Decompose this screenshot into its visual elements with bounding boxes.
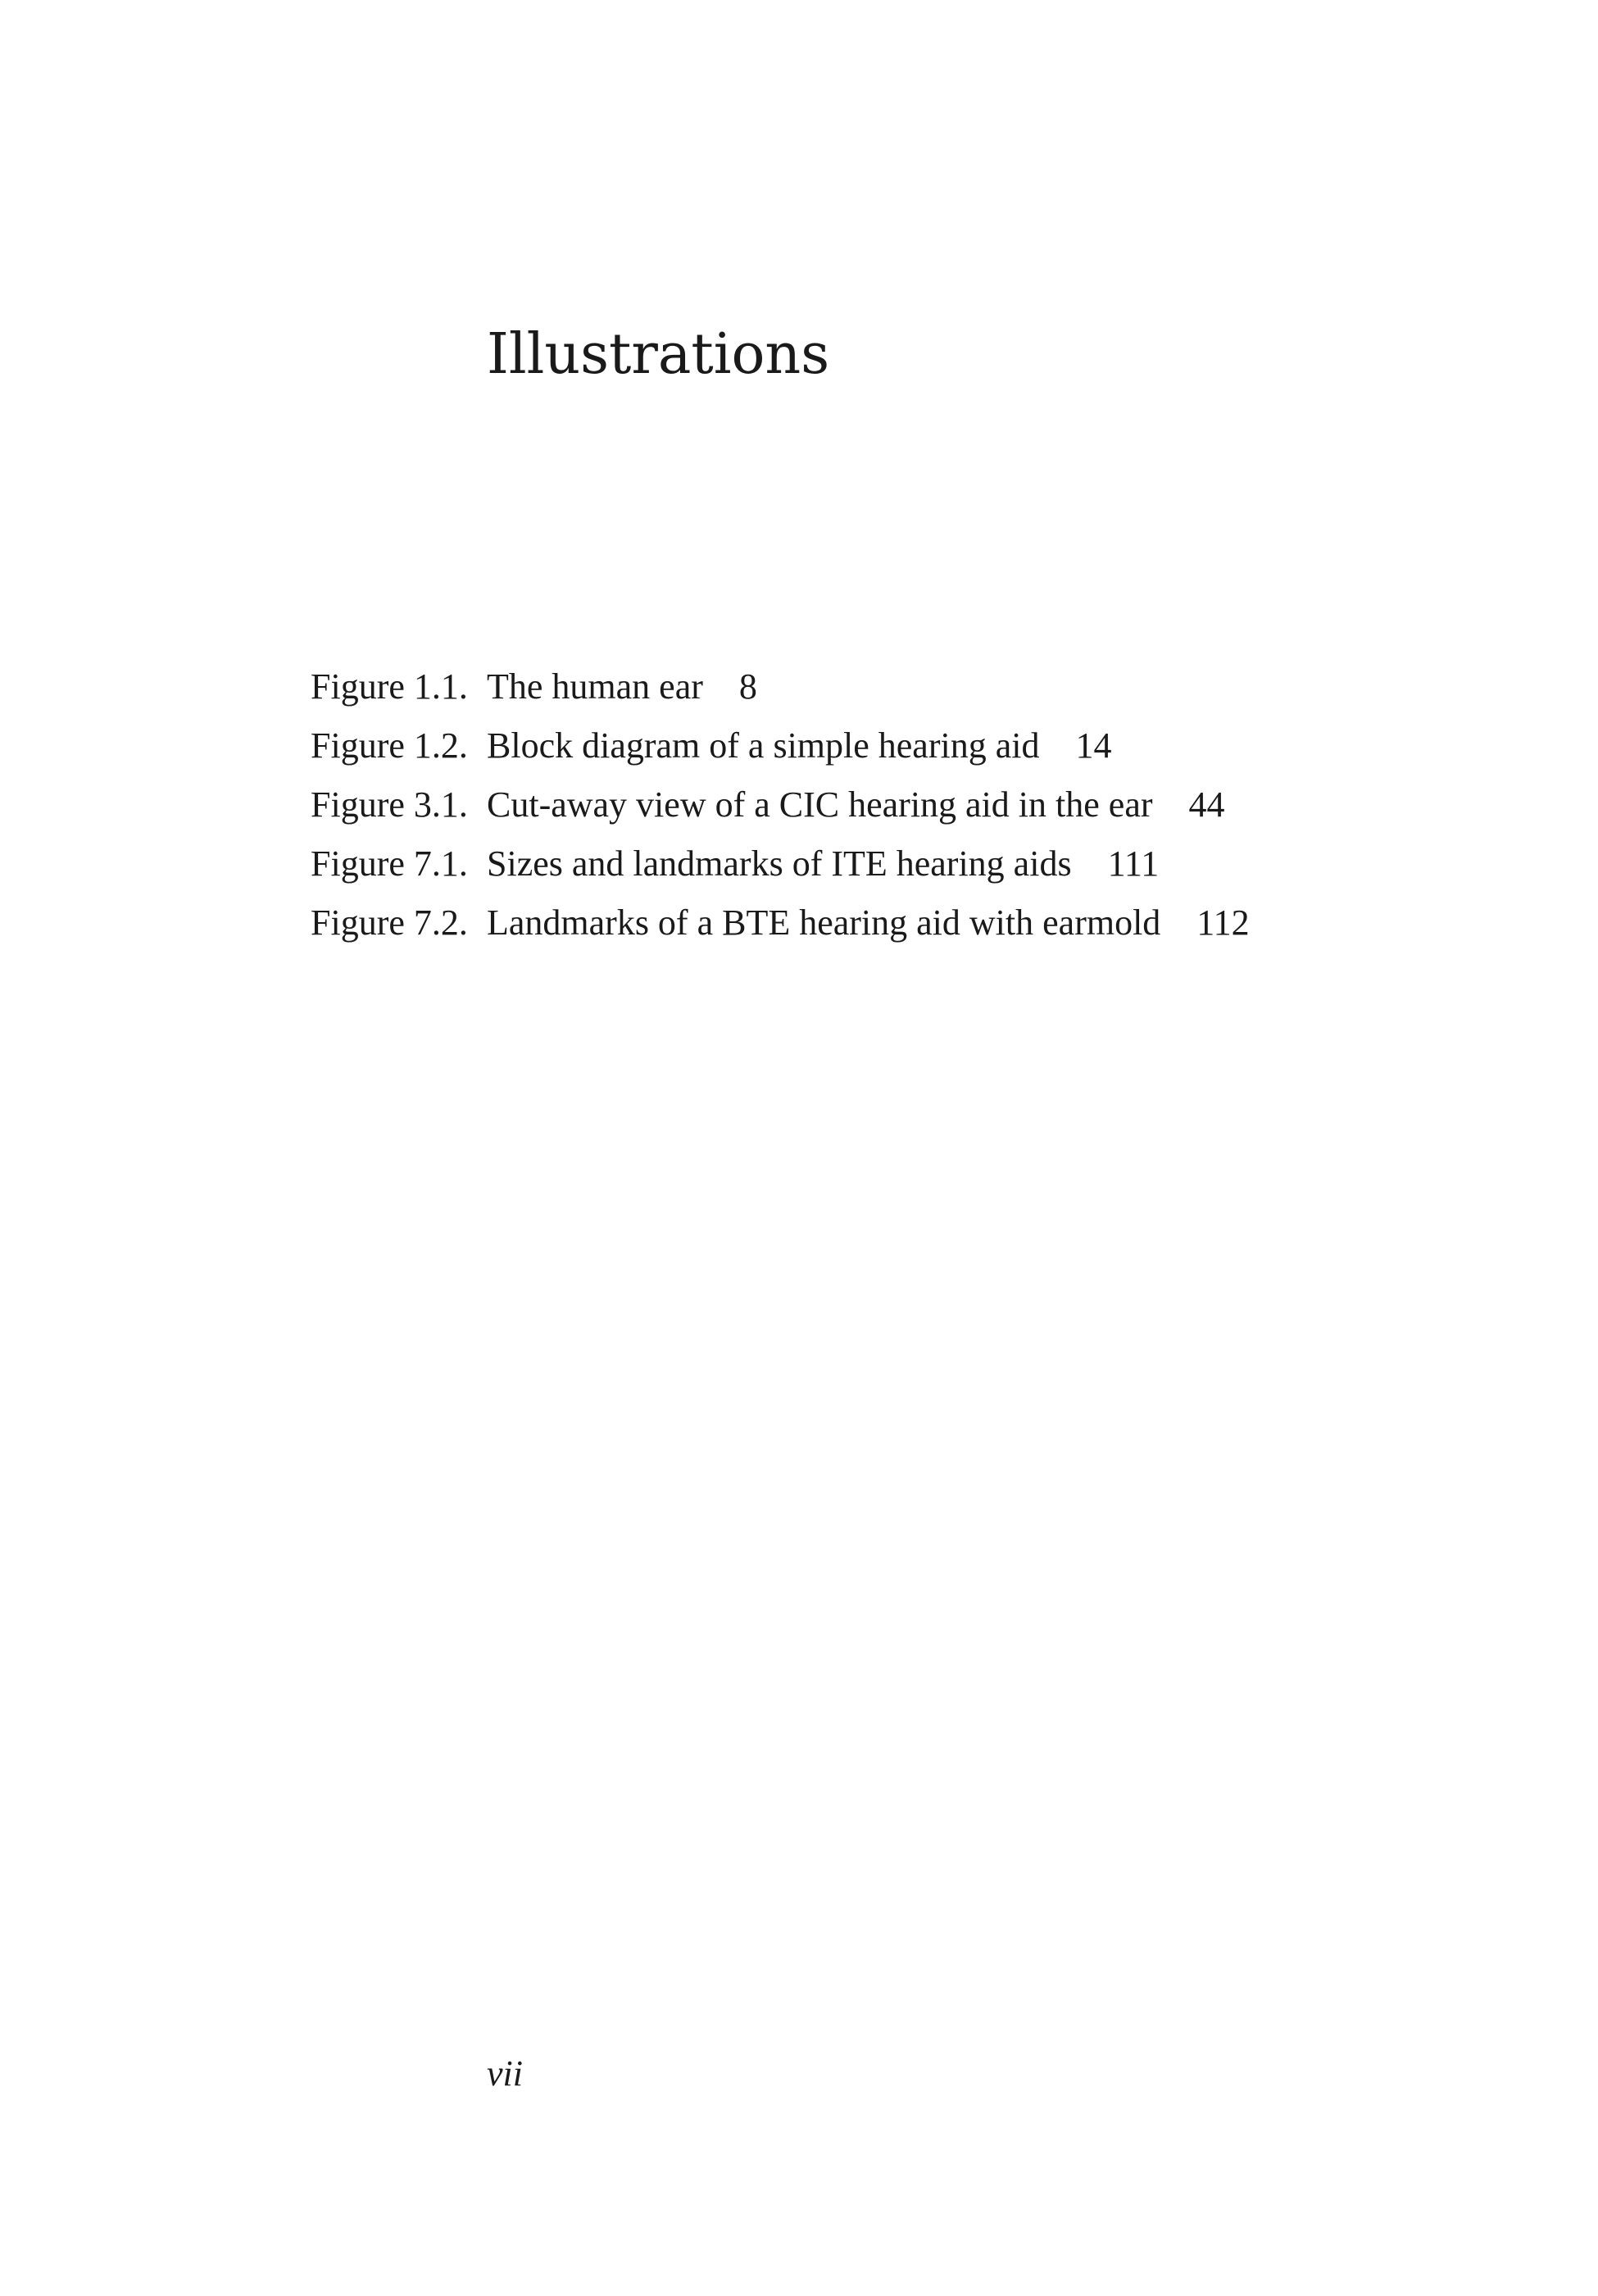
list-of-illustrations: [311, 657, 1250, 952]
page-title: Illustrations: [487, 322, 830, 387]
figure-entry: [311, 775, 1250, 834]
figure-entry: [311, 716, 1250, 775]
figure-page: 44: [1188, 784, 1225, 825]
page-number: vii: [487, 2053, 523, 2094]
figure-entry: [311, 834, 1250, 893]
figure-number: Figure 7.2.: [311, 902, 468, 943]
figure-caption: Cut-away view of a CIC hearing aid in the ear: [487, 784, 1153, 825]
figure-number: Figure 1.1.: [311, 666, 468, 707]
figure-page: 8: [738, 666, 757, 707]
figure-caption: The human ear: [487, 666, 703, 707]
figure-page: 111: [1107, 843, 1160, 884]
figure-page: 112: [1196, 902, 1250, 943]
figure-page: 14: [1075, 725, 1112, 766]
figure-number: Figure 7.1.: [311, 843, 468, 884]
figure-caption: Block diagram of a simple hearing aid: [487, 725, 1040, 766]
figure-entry: [311, 657, 1250, 716]
figure-number: Figure 1.2.: [311, 725, 468, 766]
figure-entry: [311, 893, 1250, 952]
figure-caption: Landmarks of a BTE hearing aid with earmold: [487, 902, 1161, 943]
figure-caption: Sizes and landmarks of ITE hearing aids: [487, 843, 1072, 884]
figure-number: Figure 3.1.: [311, 784, 468, 825]
